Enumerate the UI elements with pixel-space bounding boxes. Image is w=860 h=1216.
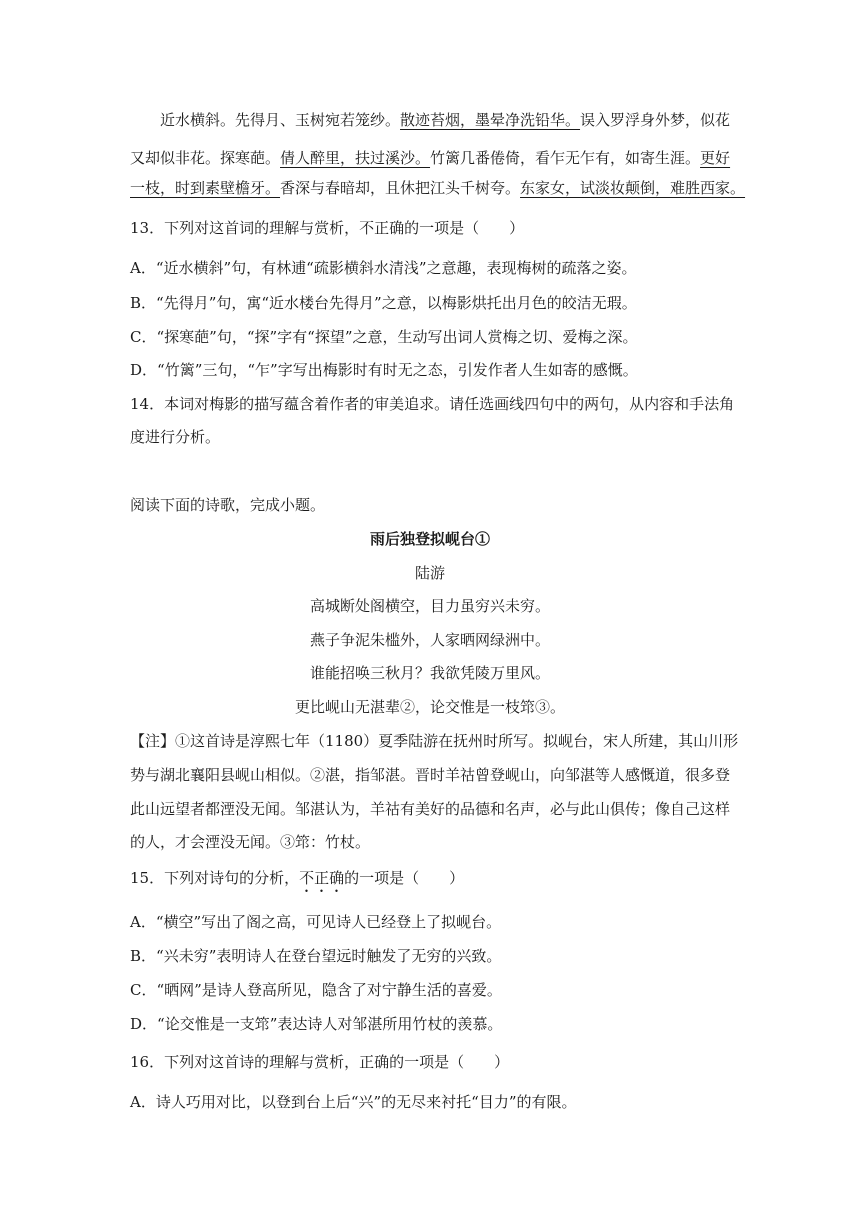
q15-stem-post: 的一项是（ ） [344,869,465,887]
poem-title: 雨后独登拟岘台① [369,530,490,548]
ci-text: 近水横斜。先得月、玉树宛若笼纱。 [160,111,401,129]
q13-option-b: B．“先得月”句，寓“近水楼台先得月”之意，以梅影烘托出月色的皎洁无瑕。 [130,294,637,312]
ci-text: 又却似非花。探寒葩。 [130,149,281,167]
note-line-3: 此山远望者都湮没无闻。邹湛认为，羊祜有美好的品德和名声，必与此山俱传；像自己这样 [130,800,731,818]
ci-underlined-text: 更好 [700,149,731,167]
ci-text: 香深与春暗却，且休把江头千树夸。 [280,179,521,197]
q15-option-b: B．“兴未穷”表明诗人在登台望远时触发了无穷的兴致。 [130,947,502,965]
q16-option-a: A．诗人巧用对比，以登到台上后“兴”的无尽来衬托“目力”的有限。 [130,1093,577,1111]
ci-underlined-text: 散迹苔烟，墨晕净洗铅华。 [400,111,581,129]
note-line-2: 势与湖北襄阳县岘山相似。②湛，指邹湛。晋时羊祜曾登岘山，向邹湛等人感慨道，很多登 [130,766,731,784]
q15-stem-emphasis: 不正确 [299,869,345,887]
ci-line-1 [160,110,730,130]
q14-stem-line-2: 度进行分析。 [130,428,221,446]
q15-stem [130,868,464,896]
poem-author: 陆游 [414,564,445,582]
ci-line-3 [130,178,745,198]
reading-intro: 阅读下面的诗歌，完成小题。 [130,496,326,514]
note-line-1: 【注】①这首诗是淳熙七年（1180）夏季陆游在抚州时所写。拟岘台，宋人所建，其山川形 [130,732,739,750]
q13-option-d: D．“竹篱”三句，“乍”字写出梅影时有时无之态，引发作者人生如寄的感慨。 [130,361,638,379]
q15-option-d: D．“论交惟是一支筇”表达诗人对邹湛所用竹杖的羡慕。 [130,1015,503,1033]
ci-text: 误入罗浮身外梦，似花 [580,111,731,129]
q15-stem-pre: 15．下列对诗句的分析， [130,869,300,887]
q16-stem: 16．下列对这首诗的理解与赏析，正确的一项是（ ） [130,1053,510,1071]
q13-option-a: A．“近水横斜”句，有林逋“疏影横斜水清浅”之意趣，表现梅树的疏落之姿。 [130,259,637,277]
ci-text: 竹篱几番倦倚，看乍无乍有，如寄生涯。 [430,149,701,167]
q14-stem-line-1: 14．本词对梅影的描写蕴含着作者的审美追求。请任选画线四句中的两句，从内容和手法角 [130,395,735,413]
poem-line-4: 更比岘山无湛辈②，论交惟是一枝筇③。 [294,698,565,716]
ci-underlined-text: 一枝，时到素壁檐牙。 [130,179,281,197]
q15-option-c: C．“晒网”是诗人登高所见，隐含了对宁静生活的喜爱。 [130,981,502,999]
poem-line-1: 高城断处阁横空，目力虽穷兴未穷。 [309,597,550,615]
q13-stem: 13．下列对这首词的理解与赏析，不正确的一项是（ ） [130,219,525,237]
ci-underlined-text: 东家女，试淡妆颠倒，难胜西家。 [520,179,746,197]
q13-option-c: C．“探寒葩”句，“探”字有“探望”之意，生动写出词人赏梅之切、爱梅之深。 [130,328,638,346]
ci-line-2 [130,148,730,168]
q15-option-a: A．“横空”写出了阁之高，可见诗人已经登上了拟岘台。 [130,913,502,931]
note-line-4: 的人，才会湮没无闻。③筇：竹杖。 [130,833,371,851]
ci-underlined-text: 倩人醉里，扶过溪沙。 [280,149,431,167]
poem-line-2: 燕子争泥朱槛外，人家晒网绿洲中。 [309,631,550,649]
poem-line-3: 谁能招唤三秋月？我欲凭陵万里风。 [309,664,550,682]
